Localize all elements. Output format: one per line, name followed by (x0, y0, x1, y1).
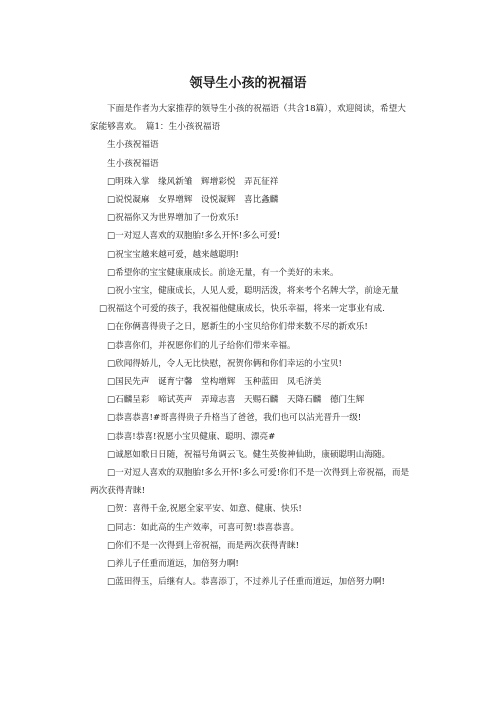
paragraph: 下面是作者为大家推荐的领导生小孩的祝福语（共含18篇），欢迎阅读，希望大家能够喜欢。 篇1：生小孩祝福语 (90, 104, 406, 133)
paragraph: 生小孩祝福语 (107, 158, 159, 169)
paragraph: □国民先声 诞育宁馨 堂构增辉 玉种蓝田 凤毛济美 (107, 377, 322, 388)
paragraph: 生小孩祝福语 (107, 140, 159, 151)
page-title: 领导生小孩的祝福语 (189, 76, 307, 91)
paragraph: □希望你的宝宝健康康成长。前途无量，有一个美好的未来。 (107, 267, 339, 278)
paragraph: □石麟呈彩 啼试英声 弄璋志喜 天赐石麟 天降石麟 德门生辉 (107, 395, 365, 406)
paragraph: □一对逗人喜欢的双胞胎!多么开怀!多么可爱! (107, 231, 281, 242)
paragraph: □恭喜恭喜!#哥喜得贵子升格当了爸爸，我们也可以沾光晋升一级! (107, 413, 362, 424)
document-body (90, 100, 410, 591)
paragraph: □祝小宝宝，健康成长，人见人爱，聪明活泼，将来考个名牌大学，前途无量 (107, 286, 399, 297)
paragraph: □你们不是一次得到上帝祝福，而是两次获得青睐! (107, 540, 300, 551)
paragraph: □养儿子任重而道远，加倍努力啊! (107, 559, 239, 570)
paragraph: □诚愿如歌日日随，祝福号角调云飞。健生英俊神仙助，康硕聪明山海随。 (107, 449, 391, 460)
paragraph: □祝宝宝越来越可爱，越来越聪明! (107, 249, 239, 260)
paragraph: □在你俩喜得贵子之日，愿新生的小宝贝给你们带来数不尽的新欢乐! (107, 322, 368, 333)
paragraph: □同志：如此高的生产效率，可喜可贺!恭喜恭喜。 (107, 522, 300, 533)
paragraph: □贺：喜得千金,祝愿全家平安、如意、健康、快乐! (107, 504, 302, 515)
paragraph: □明珠入掌 缘风新雏 辉增彩悦 弄瓦征祥 (107, 176, 279, 187)
paragraph: □欣闻得娇儿，令人无比快慰，祝贺你俩和你们幸运的小宝贝! (107, 358, 343, 369)
paragraph: □一对逗人喜欢的双胞胎!多么开怀!多么可爱!你们不是一次得到上帝祝福，而是两次获得青睐! (90, 468, 410, 497)
paragraph: □祝福你又为世界增加了一份欢乐! (107, 213, 239, 224)
paragraph: □恭喜!恭喜!祝愿小宝贝健康、聪明、漂亮# (107, 431, 276, 442)
paragraph: □说悦凝麻 女界增辉 设悦凝辉 喜比螽麟 (107, 195, 279, 206)
paragraph: □祝福这个可爱的孩子，我祝福他健康成长，快乐幸福，将来一定事业有成. (99, 304, 385, 315)
paragraph: □恭喜你们，并祝愿你们的儿子给你们带来幸福。 (107, 340, 296, 351)
paragraph: □蓝田得玉，后继有人。恭喜添丁，不过养儿子任重而道远，加倍努力啊! (107, 577, 385, 588)
